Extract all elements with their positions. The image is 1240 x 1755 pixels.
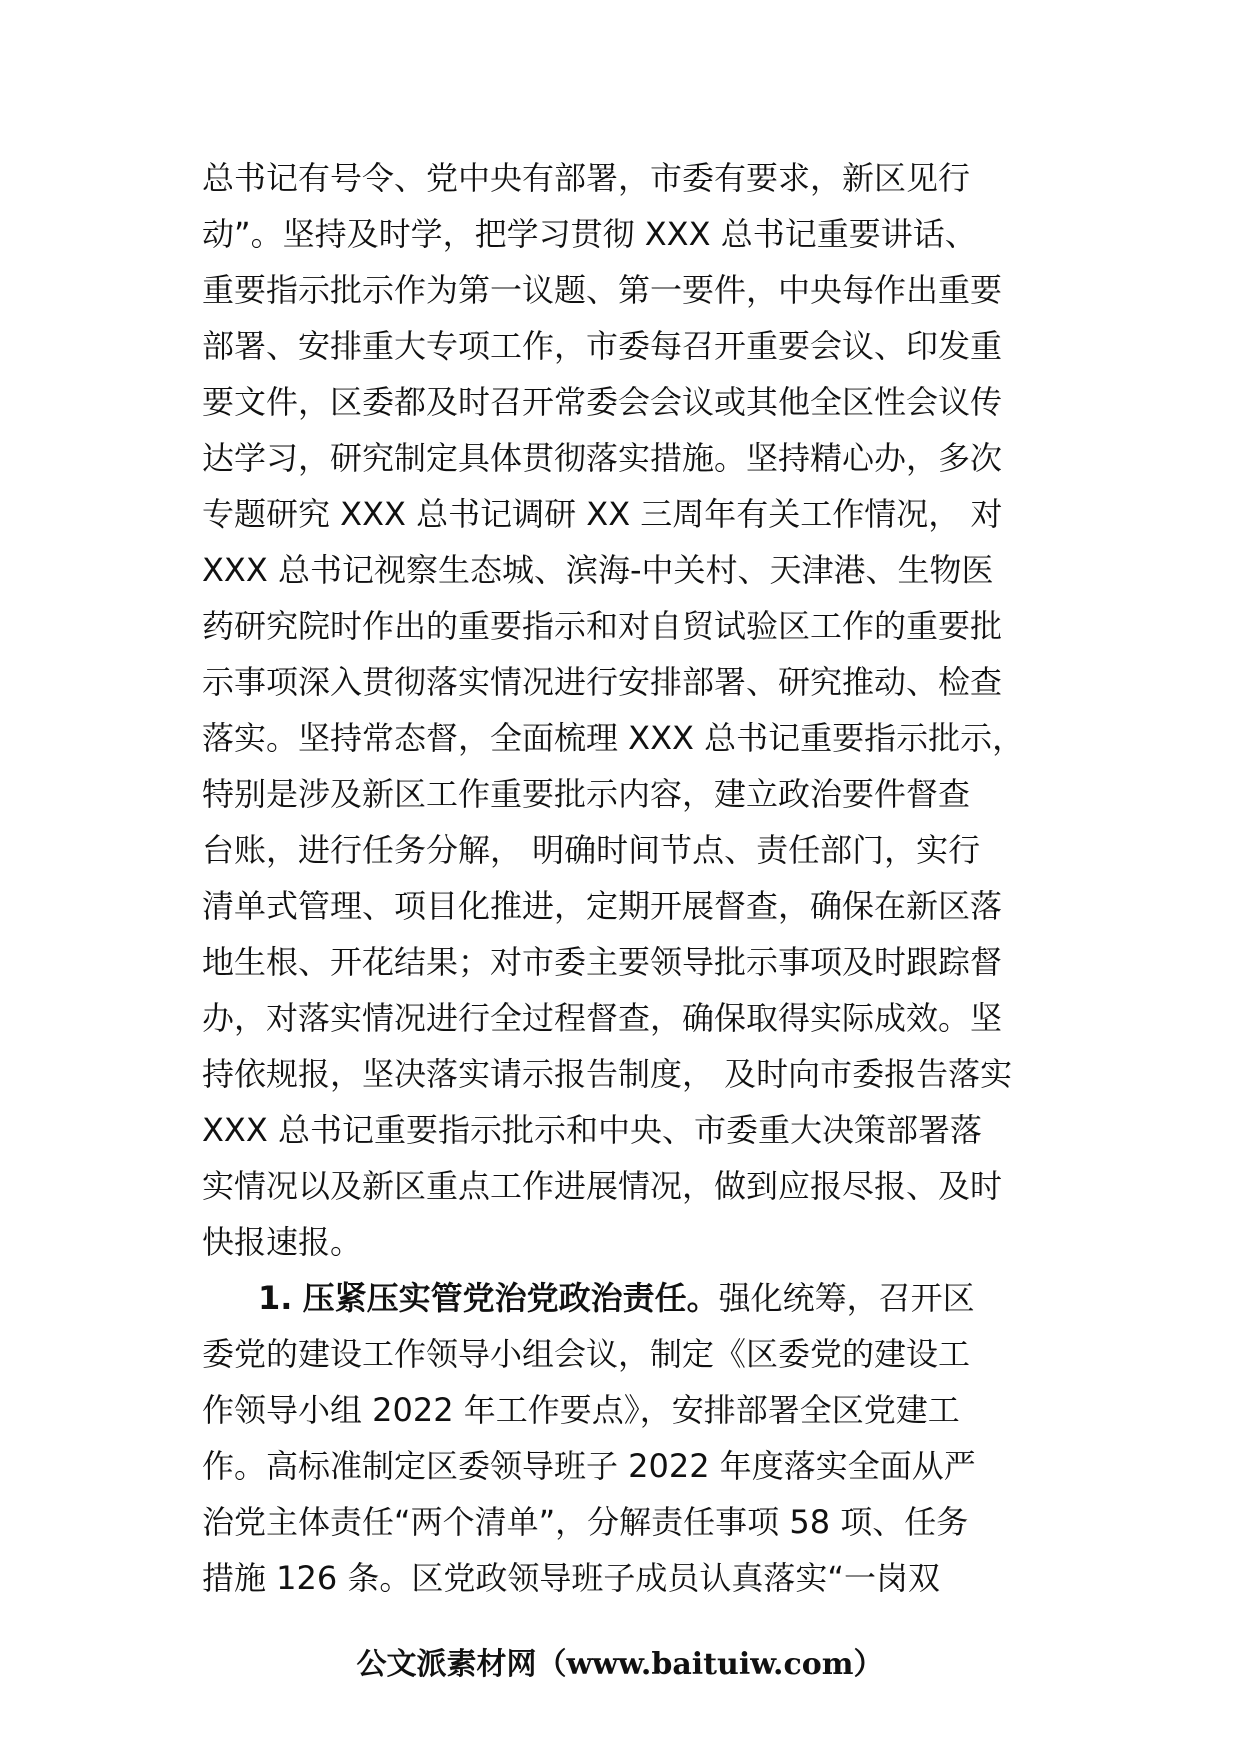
text-line: 重要指示批示作为第一议题、第一要件，中央每作出重要 [202,271,1003,309]
text-line: 落实。坚持常态督，全面梳理 XXX 总书记重要指示批示， [202,719,1025,757]
text-line: 专题研究 XXX 总书记调研 XX 三周年有关工作情况， 对 [202,495,1003,533]
text-line: 清单式管理、项目化推进，定期开展督查，确保在新区落 [202,887,1003,925]
body-text [202,150,1042,1606]
item-heading: 压紧压实管党治党政治责任。 [302,1279,719,1317]
text-line: 作领导小组 2022 年工作要点》，安排部署全区党建工 [202,1391,960,1429]
text-line: 特别是涉及新区工作重要批示内容，建立政治要件督查 [202,775,971,813]
text-line: 达学习，研究制定具体贯彻落实措施。坚持精心办，多次 [202,439,1003,477]
text-line: 台账，进行任务分解， 明确时间节点、责任部门，实行 [202,831,981,869]
text-line: 药研究院时作出的重要指示和对自贸试验区工作的重要批 [202,607,1003,645]
paragraph-2-first-line [202,1270,1042,1326]
text-line: 委党的建设工作领导小组会议，制定《区委党的建设工 [202,1335,971,1373]
paragraph-2 [202,1326,1042,1606]
text-line: 地生根、开花结果；对市委主要领导批示事项及时跟踪督 [202,943,1003,981]
item-first-line-text: 强化统筹，召开区 [718,1279,975,1317]
text-line: 持依规报，坚决落实请示报告制度， 及时向市委报告落实 [202,1055,1013,1093]
paragraph-1 [202,150,1042,1270]
text-line: 作。高标准制定区委领导班子 2022 年度落实全面从严 [202,1447,976,1485]
item-number: 1. [258,1279,293,1317]
text-line: 示事项深入贯彻落实情况进行安排部署、研究推动、检查 [202,663,1003,701]
text-line: XXX 总书记重要指示批示和中央、市委重大决策部署落 [202,1111,982,1149]
text-line: 动”。坚持及时学，把学习贯彻 XXX 总书记重要讲话、 [202,215,977,253]
text-line: 治党主体责任“两个清单”，分解责任事项 58 项、任务 [202,1503,969,1541]
text-line: XXX 总书记视察生态城、滨海-中关村、天津港、生物医 [202,551,994,589]
text-line: 要文件，区委都及时召开常委会会议或其他全区性会议传 [202,383,1003,421]
text-line: 措施 126 条。区党政领导班子成员认真落实“一岗双 [202,1559,941,1597]
text-line: 实情况以及新区重点工作进展情况，做到应报尽报、及时 [202,1167,1003,1205]
text-line: 部署、安排重大专项工作，市委每召开重要会议、印发重 [202,327,1003,365]
text-line: 快报速报。 [202,1223,363,1261]
text-line: 办，对落实情况进行全过程督查，确保取得实际成效。坚 [202,999,1003,1037]
footer-watermark: 公文派素材网（www.baituiw.com） [356,1647,884,1682]
text-line: 总书记有号令、党中央有部署，市委有要求，新区见行 [202,159,971,197]
